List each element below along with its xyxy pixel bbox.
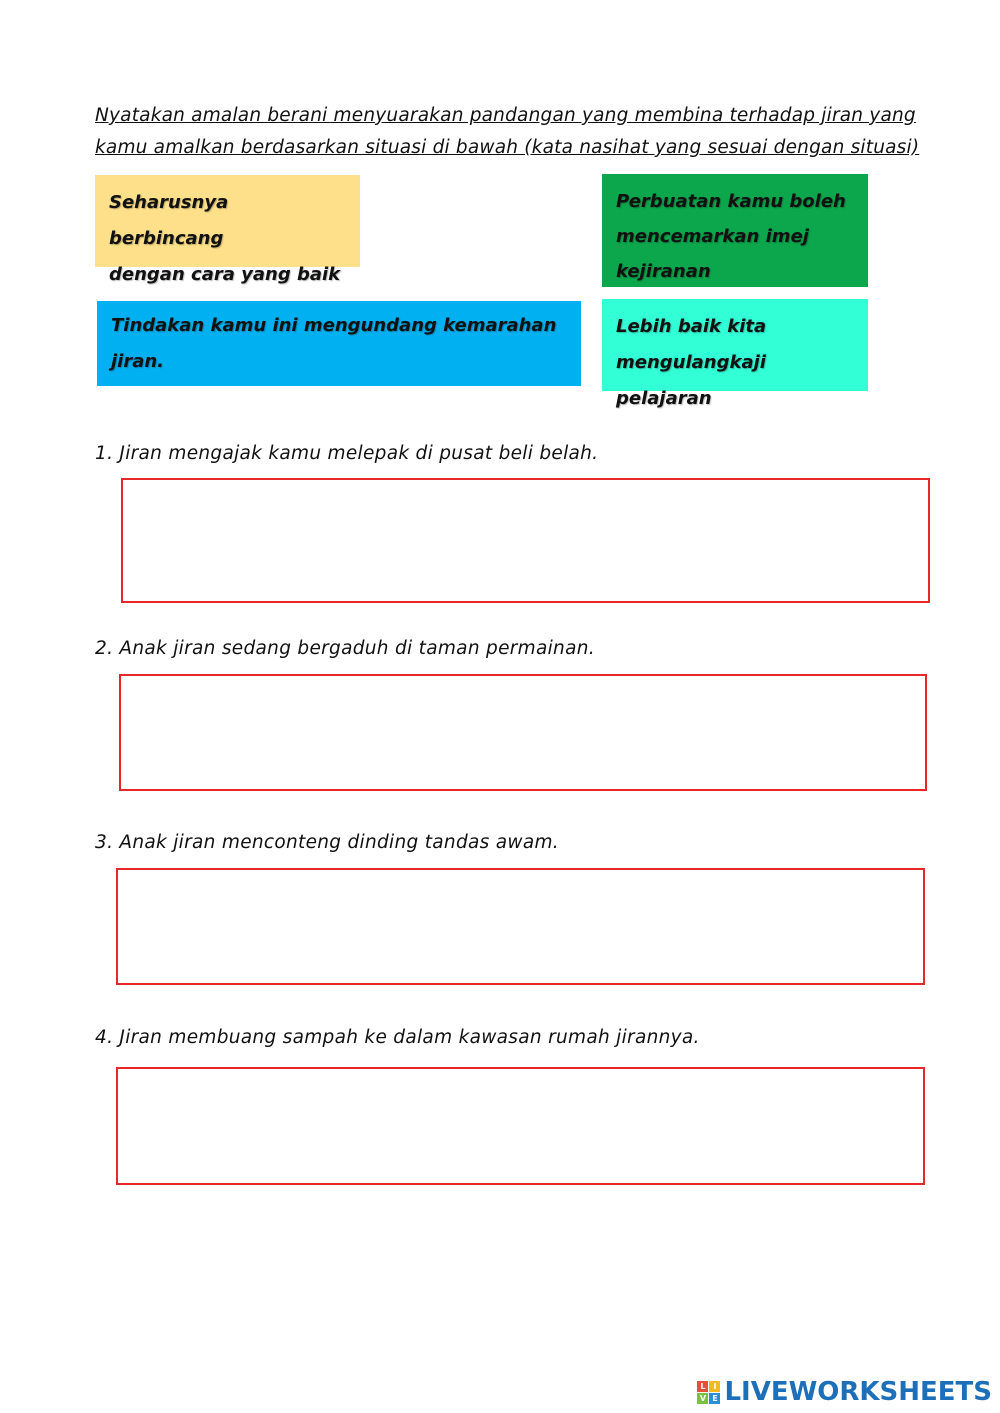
answer-option-card-1[interactable] [95, 175, 360, 285]
logo-letter-v: V [697, 1393, 708, 1404]
card-2-line-3: kejiranan [616, 261, 711, 282]
answer-option-card-2[interactable] [602, 174, 868, 287]
card-2-line-2: mencemarkan imej [616, 226, 809, 247]
liveworksheets-logo-icon [697, 1381, 720, 1404]
answer-option-card-3[interactable] [97, 301, 581, 386]
question-4: 4. Jiran membuang sampah ke dalam kawasan rumah jirannya. [95, 1027, 700, 1048]
question-2: 2. Anak jiran sedang bergaduh di taman permainan. [95, 638, 595, 659]
logo-letter-e: E [709, 1393, 720, 1404]
liveworksheets-brand [697, 1377, 992, 1407]
card-3-line-1: Tindakan kamu ini mengundang kemarahan jiran. [111, 314, 557, 372]
answer-drop-zone-1[interactable] [121, 478, 930, 603]
brand-name: LIVEWORKSHEETS [724, 1377, 992, 1407]
question-1: 1. Jiran mengajak kamu melepak di pusat beli belah. [95, 443, 599, 464]
instruction-line-1: Nyatakan amalan berani menyuarakan pandangan yang membina terhadap jiran yang [95, 105, 916, 126]
card-2-line-1: Perbuatan kamu boleh [616, 191, 846, 212]
question-3: 3. Anak jiran menconteng dinding tandas awam. [95, 832, 559, 853]
logo-letter-l: L [697, 1381, 708, 1392]
answer-drop-zone-3[interactable] [116, 868, 925, 985]
card-4-line-2: mengulangkaji pelajaran [616, 352, 766, 409]
instruction [95, 100, 920, 164]
card-1-line-2: dengan cara yang baik [109, 264, 341, 285]
card-1-line-1: Seharusnya berbincang [109, 192, 229, 249]
answer-drop-zone-2[interactable] [119, 674, 927, 791]
instruction-line-2: kamu amalkan berdasarkan situasi di bawah (kata nasihat yang sesuai dengan situasi) [95, 137, 920, 158]
answer-option-card-4[interactable] [602, 299, 868, 409]
logo-letter-i: I [709, 1381, 720, 1392]
card-4-line-1: Lebih baik kita [616, 316, 767, 337]
answer-drop-zone-4[interactable] [116, 1067, 925, 1185]
